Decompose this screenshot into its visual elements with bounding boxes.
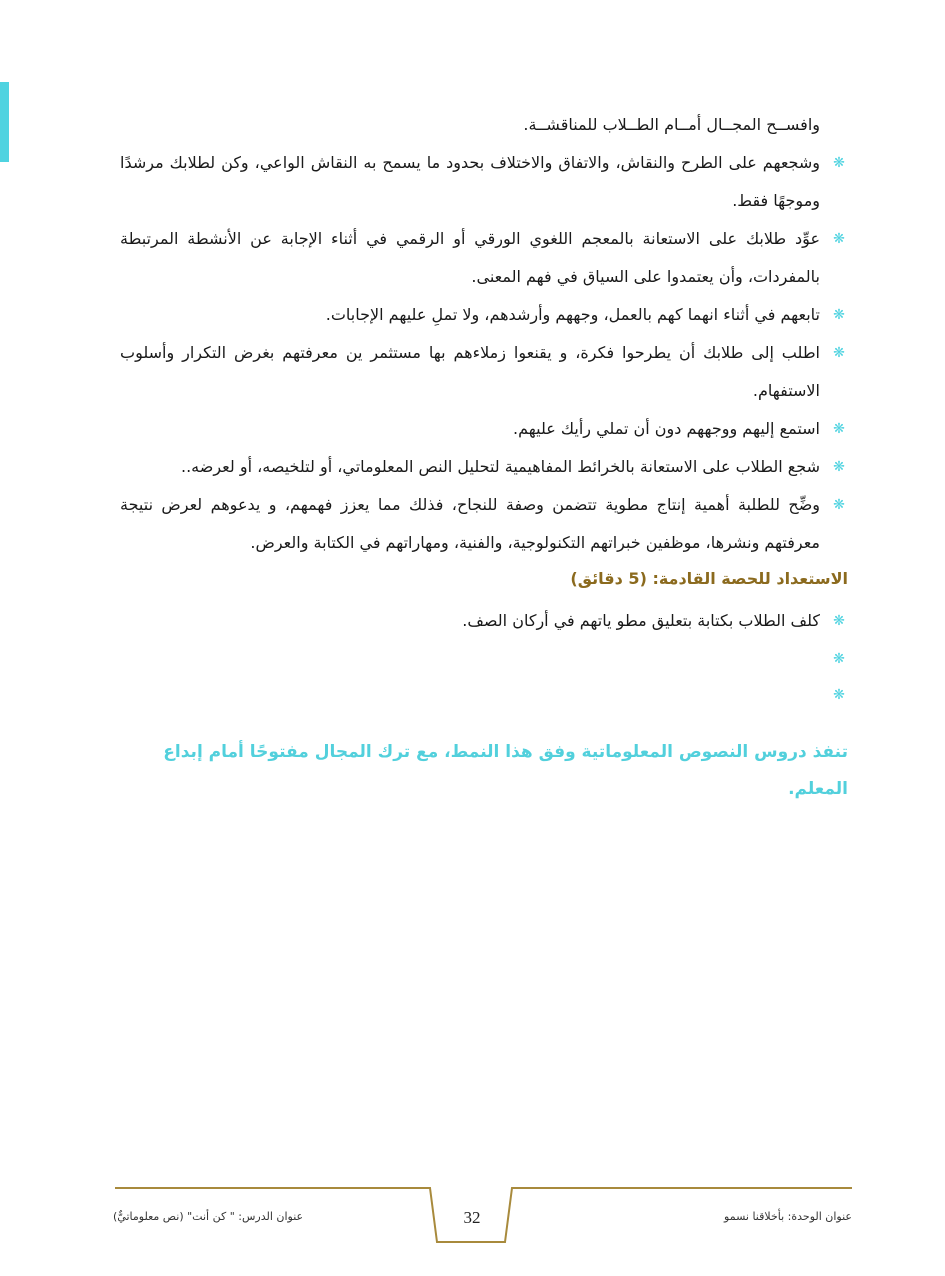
bullet-icon: ❋	[833, 231, 845, 247]
bullet-paragraph: ❋ عوِّد طلابك على الاستعانة بالمعجم اللغوي الورقي أو الرقمي في أثناء الإجابة عن الأنشطة المرتبطة بالمفردات، وأن يعتمدوا على السياق في فهم المعنى.	[120, 220, 848, 296]
bullet-icon: ❋	[833, 459, 845, 475]
bullet-paragraph: ❋ وشجعهم على الطرح والنقاش، والاتفاق والاختلاف بحدود ما يسمح به النقاش الواعي، وكن لطلابك مرشدًا وموجهًا فقط.	[120, 144, 848, 220]
footer-lesson-title: عنوان الدرس: " كن أنت" (نص معلوماتيٌّ)	[113, 1210, 304, 1223]
bullet-paragraph: ❋ تابعهم في أثناء انهما كهم بالعمل، وجههم وأرشدهم، ولا تملِ عليهم الإجابات.	[120, 296, 848, 334]
paragraph-intro: وافســح المجــال أمــام الطــلاب للمناقشــة.	[523, 115, 820, 134]
bullet-paragraph: ❋ اطلب إلى طلابك أن يطرحوا فكرة، و يقنعوا زملاءهم بها مستثمر ين معرفتهم بغرض التكرار وأسلوب الاستفهام.	[120, 334, 848, 410]
bullet-icon: ❋	[833, 497, 845, 513]
empty-bullet-item	[120, 640, 848, 676]
teacher-note: تنفذ دروس النصوص المعلوماتية وفق هذا النمط، مع ترك المجال مفتوحًا أمام إبداع المعلم.	[163, 742, 848, 799]
bullet-paragraph: ❋ استمع إليهم ووجههم دون أن تملي رأيك عليهم.	[120, 410, 848, 448]
page-number: 32	[463, 1208, 481, 1227]
bullet-icon: ❋	[833, 613, 845, 629]
bullet-icon: ❋	[833, 155, 845, 171]
bullet-icon: ❋	[833, 345, 845, 361]
bullet-icon: ❋	[833, 421, 845, 437]
bullet-icon: ❋	[833, 687, 845, 703]
empty-bullet-item	[120, 676, 848, 712]
bullet-icon: ❋	[833, 307, 845, 323]
bullet-icon: ❋	[833, 651, 845, 667]
side-tab-marker	[0, 82, 9, 162]
page-content	[120, 106, 848, 808]
footer-unit-title: عنوان الوحدة: بأخلاقنا نسمو	[724, 1210, 852, 1223]
section-heading: الاستعداد للحصة القادمة: (5 دقائق)	[570, 569, 848, 588]
section-item: ❋ كلف الطلاب بكتابة بتعليق مطو ياتهم في أركان الصف.	[120, 602, 848, 640]
bullet-paragraph: ❋ وضِّح للطلبة أهمية إنتاج مطوية تتضمن وصفة للنجاح، فذلك مما يعزز فهمهم، و يدعوهم لعرض نتيجة معرفتهم ونشرها، موظفين خبراتهم التكنولوجية، والفنية، ومهاراتهم في الكتابة والعرض.	[120, 486, 848, 562]
bullet-paragraph: ❋ شجع الطلاب على الاستعانة بالخرائط المفاهيمية لتحليل النص المعلوماتي، أو لتلخيصه، أو لعرضه..	[120, 448, 848, 486]
